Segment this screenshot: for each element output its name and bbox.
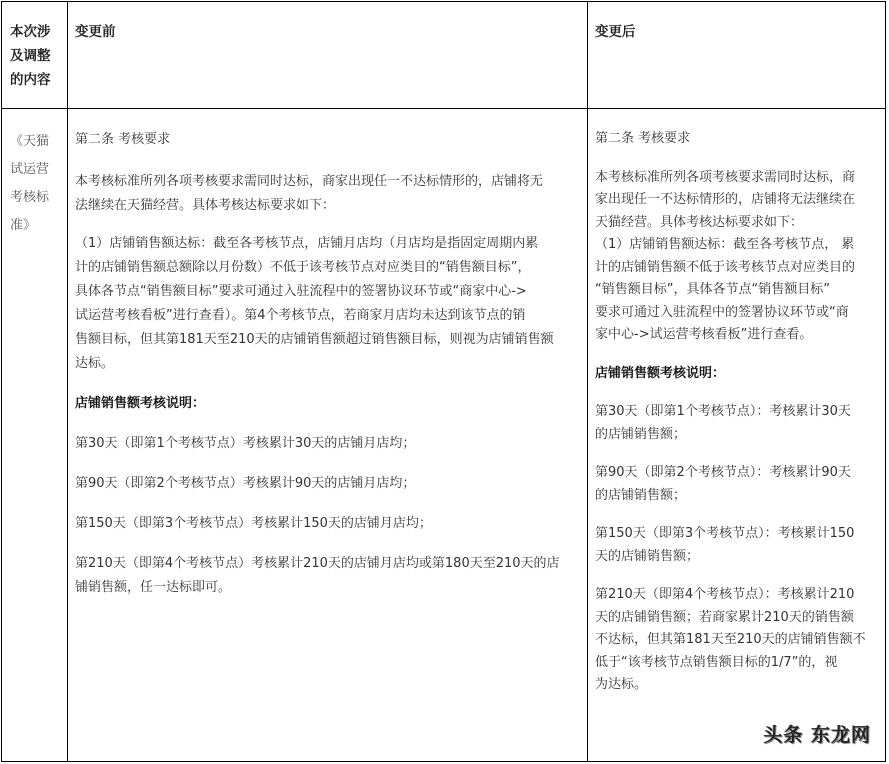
before-note: 第210天（即第4个考核节点）考核累计210天的店铺月店均或第180天至210天的店 (75, 556, 560, 571)
scope-line: 《天猫 (10, 134, 50, 149)
header-before: 变更前 (75, 24, 116, 40)
column-divider (67, 2, 68, 761)
before-item1-line: 达标。 (75, 356, 115, 371)
before-intro-line: 本考核标准所列各项考核要求需同时达标，商家出现任一不达标情形的，店铺将无 (75, 174, 544, 189)
after-intro-line: 家出现任一不达标情形的，店铺将无法继续在 (595, 192, 856, 207)
scope-line: 试运营 (10, 162, 50, 177)
before-note: 第150天（即第3个考核节点）考核累计150天的店铺月店均； (75, 516, 432, 531)
before-item1-line: 试运营考核看板”进行查看）。第4个考核节点，若商家月店均未达到该节点的销 (75, 308, 526, 323)
scope-line: 准》 (10, 218, 37, 233)
before-title: 第二条 考核要求 (75, 132, 171, 147)
after-note: 第210天（即第4个考核节点）：考核累计210 (595, 587, 855, 602)
before-item1-line: 计的店铺销售额总额除以月份数）不低于该考核节点对应类目的“销售额目标”， (75, 260, 531, 275)
before-item1-line: 售额目标，但其第181天至210天的店铺销售额超过销售额目标，则视为店铺销售额 (75, 332, 554, 347)
after-note: 第30天（即第1个考核节点）：考核累计30天 (595, 404, 851, 419)
header-divider (2, 108, 885, 109)
after-intro-line: 本考核标准所列各项考核要求需同时达标，商 (595, 169, 856, 185)
before-cell (75, 128, 583, 600)
after-note: 为达标。 (595, 677, 648, 692)
after-note-title: 店铺销售额考核说明： (595, 365, 726, 381)
column-divider (587, 2, 588, 761)
after-note: 第150天（即第3个考核节点）：考核累计150 (595, 526, 855, 541)
after-intro-line: 天猫经营。具体考核达标要求如下： (595, 214, 804, 230)
after-cell (595, 128, 883, 697)
header-scope-line: 的内容 (10, 72, 51, 88)
after-item1-line: （1）店铺销售额达标：截至各考核节点， 累 (595, 237, 855, 252)
scope-cell (10, 128, 66, 240)
header-scope-line: 及调整 (10, 48, 51, 64)
scope-line: 考核标 (10, 190, 50, 205)
after-title: 第二条 考核要求 (595, 131, 691, 146)
after-note: 第90天（即第2个考核节点）：考核累计90天 (595, 465, 851, 480)
after-note: 低于“该考核节点销售额目标的1/7”的，视 (595, 654, 838, 670)
header-scope (10, 20, 66, 92)
after-item1-line: 家中心->试运营考核看板”进行查看。 (595, 327, 813, 342)
after-note: 的店铺销售额； (595, 487, 687, 503)
header-scope-line: 本次涉 (10, 24, 51, 40)
before-note: 第30天（即第1个考核节点）考核累计30天的店铺月店均； (75, 436, 416, 451)
after-item1-line: “销售额目标”，具体各节点“销售额目标” (595, 282, 830, 297)
before-intro-line: 法继续在天猫经营。具体考核达标要求如下： (75, 198, 336, 213)
after-item1-line: 计的店铺销售额不低于该考核节点对应类目的 (595, 259, 856, 275)
before-item1-line: 具体各节点“销售额目标”要求可通过入驻流程中的签署协议环节或“商家中心-> (75, 284, 527, 299)
after-note: 天的店铺销售额； (595, 548, 700, 564)
after-note: 不达标，但其第181天至210天的店铺销售额不 (595, 632, 866, 647)
comparison-table (1, 1, 886, 762)
watermark-logo: 头条 东龙网 (763, 724, 871, 746)
after-note: 天的店铺销售额；若商家累计210天的销售额 (595, 609, 854, 625)
after-note: 的店铺销售额； (595, 426, 687, 442)
before-note: 铺销售额，任一达标即可。 (75, 580, 232, 595)
before-item1-line: （1）店铺销售额达标：截至各考核节点，店铺月店均（月店均是指固定周期内累 (75, 236, 539, 251)
header-after: 变更后 (595, 24, 636, 40)
after-item1-line: 要求可通过入驻流程中的签署协议环节或“商 (595, 304, 849, 320)
before-note-title: 店铺销售额考核说明： (75, 396, 206, 411)
before-note: 第90天（即第2个考核节点）考核累计90天的店铺月店均； (75, 476, 416, 491)
